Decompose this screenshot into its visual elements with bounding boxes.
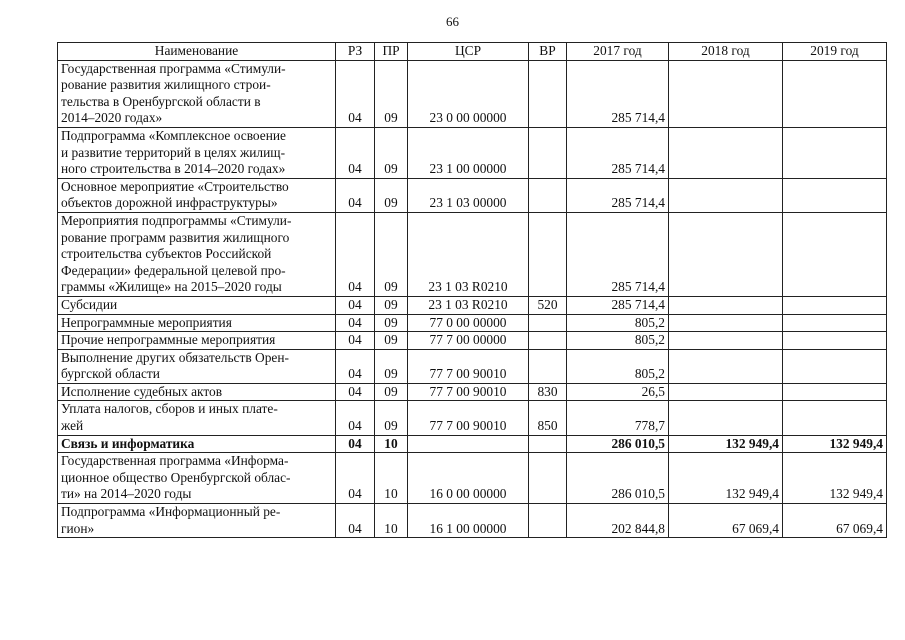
- cell-2017: 286 010,5: [567, 435, 669, 453]
- table-row: [58, 453, 887, 504]
- cell-2017: 805,2: [567, 332, 669, 350]
- cell-name: Государственная программа «Информа- ционное общество Оренбургской облас- ти» на 2014–2020 годы: [58, 453, 336, 504]
- header-rz: РЗ: [336, 43, 375, 61]
- cell-2017: 26,5: [567, 383, 669, 401]
- cell-name: Основное мероприятие «Строительство объектов дорожной инфраструктуры»: [58, 178, 336, 212]
- cell-2017: 286 010,5: [567, 453, 669, 504]
- cell-2018: 132 949,4: [669, 453, 783, 504]
- cell-2018: [669, 127, 783, 178]
- cell-name: Подпрограмма «Комплексное освоение и развитие территорий в целях жилищ- ного строительства в 2014–2020 годах»: [58, 127, 336, 178]
- cell-2019: [783, 178, 887, 212]
- cell-2019: [783, 60, 887, 127]
- cell-2019: [783, 296, 887, 314]
- cell-2019: [783, 127, 887, 178]
- cell-pr: 09: [375, 60, 408, 127]
- cell-csr: 23 0 00 00000: [408, 60, 529, 127]
- table-row: [58, 504, 887, 538]
- header-2019: 2019 год: [783, 43, 887, 61]
- cell-rz: 04: [336, 332, 375, 350]
- cell-2017: 285 714,4: [567, 127, 669, 178]
- cell-2017: 805,2: [567, 314, 669, 332]
- cell-2018: [669, 178, 783, 212]
- cell-csr: 16 1 00 00000: [408, 504, 529, 538]
- cell-csr: 23 1 03 R0210: [408, 296, 529, 314]
- cell-vr: [529, 212, 567, 296]
- table-row: [58, 349, 887, 383]
- cell-vr: [529, 127, 567, 178]
- cell-2018: [669, 314, 783, 332]
- cell-2018: [669, 383, 783, 401]
- cell-vr: 520: [529, 296, 567, 314]
- cell-2018: [669, 212, 783, 296]
- cell-2019: [783, 332, 887, 350]
- cell-name: Субсидии: [58, 296, 336, 314]
- cell-2019: [783, 349, 887, 383]
- cell-name: Мероприятия подпрограммы «Стимули- рование программ развития жилищного строительства субъектов Российской Федерации» федеральной целевой про- граммы «Жилище» на 2015–2020 годы: [58, 212, 336, 296]
- page-number: 66: [446, 14, 459, 29]
- cell-pr: 09: [375, 383, 408, 401]
- cell-name: Государственная программа «Стимули- рование развития жилищного строи- тельства в Оренбургской области в 2014–2020 годах»: [58, 60, 336, 127]
- cell-csr: 23 1 03 00000: [408, 178, 529, 212]
- cell-name: Выполнение других обязательств Орен- бургской области: [58, 349, 336, 383]
- header-pr: ПР: [375, 43, 408, 61]
- cell-2019: 132 949,4: [783, 435, 887, 453]
- cell-2018: 132 949,4: [669, 435, 783, 453]
- cell-pr: 09: [375, 178, 408, 212]
- cell-pr: 09: [375, 314, 408, 332]
- cell-2017: 285 714,4: [567, 178, 669, 212]
- cell-vr: [529, 349, 567, 383]
- cell-pr: 09: [375, 401, 408, 435]
- cell-pr: 09: [375, 127, 408, 178]
- cell-2018: [669, 296, 783, 314]
- cell-csr: 77 7 00 00000: [408, 332, 529, 350]
- cell-rz: 04: [336, 212, 375, 296]
- header-2017: 2017 год: [567, 43, 669, 61]
- cell-csr: 23 1 03 R0210: [408, 212, 529, 296]
- cell-csr: 77 7 00 90010: [408, 383, 529, 401]
- table-row: [58, 127, 887, 178]
- header-name: Наименование: [58, 43, 336, 61]
- table-row: [58, 178, 887, 212]
- table-row: [58, 314, 887, 332]
- cell-name: Исполнение судебных актов: [58, 383, 336, 401]
- cell-name: Прочие непрограммные мероприятия: [58, 332, 336, 350]
- cell-vr: [529, 60, 567, 127]
- cell-csr: 16 0 00 00000: [408, 453, 529, 504]
- cell-2018: [669, 60, 783, 127]
- cell-rz: 04: [336, 178, 375, 212]
- cell-rz: 04: [336, 453, 375, 504]
- cell-pr: 10: [375, 453, 408, 504]
- cell-csr: 77 7 00 90010: [408, 401, 529, 435]
- cell-csr: 23 1 00 00000: [408, 127, 529, 178]
- cell-vr: 830: [529, 383, 567, 401]
- cell-2017: 202 844,8: [567, 504, 669, 538]
- cell-pr: 09: [375, 349, 408, 383]
- table-row: [58, 401, 887, 435]
- cell-2018: [669, 401, 783, 435]
- table-row: [58, 60, 887, 127]
- header-csr: ЦСР: [408, 43, 529, 61]
- cell-csr: 77 0 00 00000: [408, 314, 529, 332]
- cell-rz: 04: [336, 435, 375, 453]
- table-row: [58, 296, 887, 314]
- table-body: [58, 60, 887, 538]
- cell-rz: 04: [336, 127, 375, 178]
- cell-rz: 04: [336, 349, 375, 383]
- cell-name: Подпрограмма «Информационный ре- гион»: [58, 504, 336, 538]
- cell-2017: 805,2: [567, 349, 669, 383]
- cell-name: Уплата налогов, сборов и иных плате- жей: [58, 401, 336, 435]
- cell-2017: 285 714,4: [567, 296, 669, 314]
- cell-2018: [669, 332, 783, 350]
- cell-2019: [783, 383, 887, 401]
- cell-2017: 285 714,4: [567, 60, 669, 127]
- cell-pr: 09: [375, 296, 408, 314]
- cell-pr: 09: [375, 212, 408, 296]
- cell-2017: 285 714,4: [567, 212, 669, 296]
- cell-pr: 10: [375, 435, 408, 453]
- table-header-row: [58, 43, 887, 61]
- cell-vr: [529, 178, 567, 212]
- header-2018: 2018 год: [669, 43, 783, 61]
- cell-vr: [529, 504, 567, 538]
- cell-2019: [783, 401, 887, 435]
- table-row: [58, 332, 887, 350]
- cell-2019: [783, 212, 887, 296]
- cell-vr: [529, 453, 567, 504]
- cell-rz: 04: [336, 60, 375, 127]
- cell-name: Непрограммные мероприятия: [58, 314, 336, 332]
- cell-2019: 67 069,4: [783, 504, 887, 538]
- cell-2018: [669, 349, 783, 383]
- cell-2019: [783, 314, 887, 332]
- cell-rz: 04: [336, 383, 375, 401]
- cell-vr: [529, 332, 567, 350]
- cell-rz: 04: [336, 401, 375, 435]
- cell-csr: [408, 435, 529, 453]
- cell-rz: 04: [336, 504, 375, 538]
- cell-2019: 132 949,4: [783, 453, 887, 504]
- cell-vr: 850: [529, 401, 567, 435]
- cell-vr: [529, 435, 567, 453]
- cell-rz: 04: [336, 314, 375, 332]
- cell-rz: 04: [336, 296, 375, 314]
- cell-name: Связь и информатика: [58, 435, 336, 453]
- cell-pr: 10: [375, 504, 408, 538]
- table-row: [58, 435, 887, 453]
- cell-2018: 67 069,4: [669, 504, 783, 538]
- budget-table: [57, 42, 887, 538]
- cell-csr: 77 7 00 90010: [408, 349, 529, 383]
- table-row: [58, 383, 887, 401]
- header-vr: ВР: [529, 43, 567, 61]
- table-row: [58, 212, 887, 296]
- cell-pr: 09: [375, 332, 408, 350]
- cell-2017: 778,7: [567, 401, 669, 435]
- cell-vr: [529, 314, 567, 332]
